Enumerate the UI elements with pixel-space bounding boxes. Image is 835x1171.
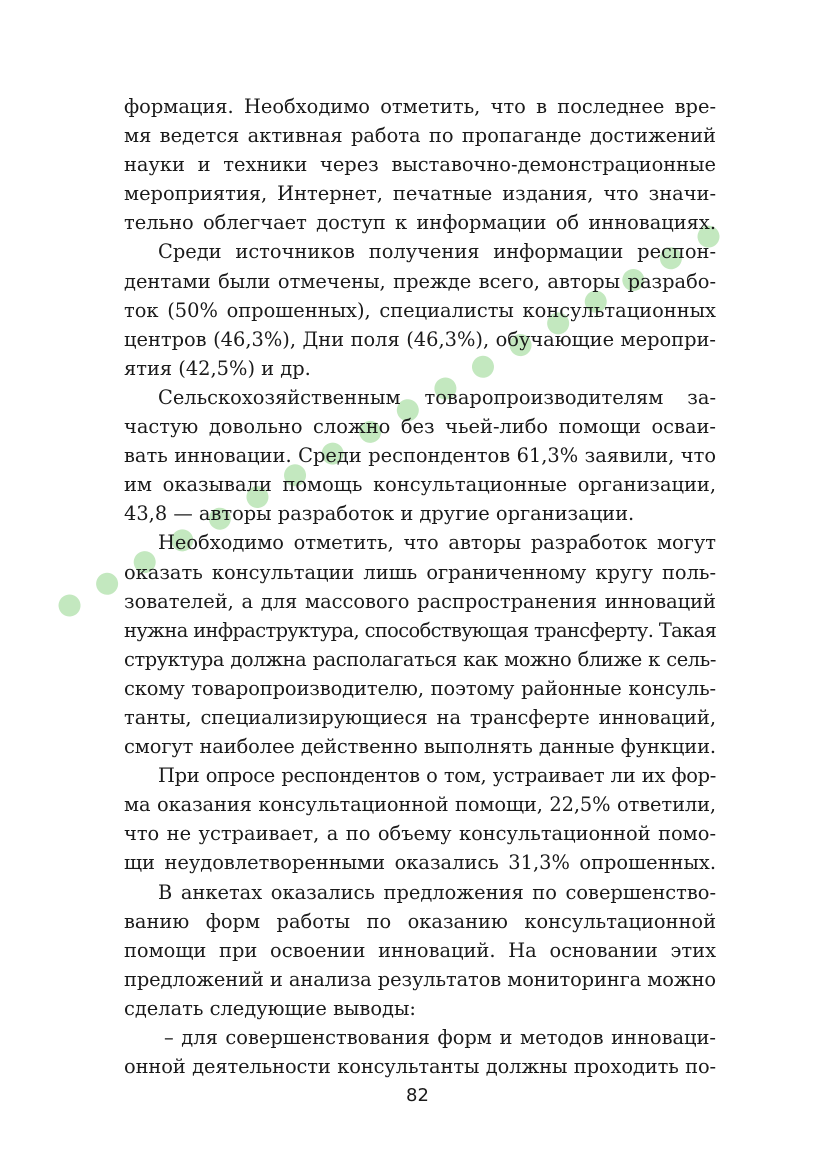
text-line: ванию форм работы по оказанию консультационной [124, 909, 716, 933]
text-line: помощи при освоении инноваций. На основании этих [124, 938, 716, 962]
text-line: нужна инфраструктура, способствующая трансферту. Такая [124, 618, 717, 642]
text-line: сделать следующие выводы: [124, 996, 416, 1020]
text-line: 43,8 — авторы разработок и другие организации. [124, 502, 635, 526]
text-line: тельно облегчает доступ к информации об инновациях. [124, 211, 716, 235]
text-line: щи неудовлетворенными оказались 31,3% опрошенных. [124, 851, 716, 875]
body-text [124, 92, 716, 1081]
text-line: им оказывали помощь консультационные организации, [124, 473, 716, 497]
paragraph-start-line: При опросе респондентов о том, устраивает ли их фор- [158, 764, 716, 788]
text-line: частую довольно сложно без чьей-либо помощи осваи- [124, 415, 716, 439]
text-line: предложений и анализа результатов мониторинга можно [124, 967, 716, 991]
text-line: ма оказания консультационной помощи, 22,5% ответили, [124, 793, 716, 817]
text-line: центров (46,3%), Дни поля (46,3%), обучающие меропри- [124, 327, 716, 351]
paragraph-start-line: Сельскохозяйственным товаропроизводителям за- [158, 385, 716, 409]
paragraph-start-line: Необходимо отметить, что авторы разработок могут [158, 531, 716, 555]
text-line: ятия (42,5%) и др. [124, 356, 311, 380]
text-line: онной деятельности консультанты должны проходить по- [124, 1055, 716, 1079]
paragraph-start-line: Среди источников получения информации респон- [158, 240, 716, 264]
text-line: ток (50% опрошенных), специалисты консультационных [124, 298, 716, 322]
text-line: мя ведется активная работа по пропаганде достижений [124, 124, 716, 148]
text-line: вать инновации. Среди респондентов 61,3% заявили, что [124, 444, 716, 468]
list-item-line: – для совершенствования форм и методов инноваци- [164, 1026, 716, 1049]
page-number: 82 [406, 1085, 429, 1106]
text-line: что не устраивает, а по объему консультационной помо- [124, 822, 716, 846]
text-line: мероприятия, Интернет, печатные издания, что значи- [124, 182, 716, 206]
text-line: структура должна располагаться как можно ближе к сель- [124, 647, 716, 671]
text-line: формация. Необходимо отметить, что в последнее вре- [124, 95, 716, 118]
paragraph-start-line: В анкетах оказались предложения по совершенство- [158, 880, 716, 904]
text-line: смогут наиболее действенно выполнять данные функции. [124, 735, 716, 759]
text-line: скому товаропроизводителю, поэтому районные консуль- [124, 676, 716, 700]
text-line: оказать консультации лишь ограниченному кругу поль- [124, 560, 716, 584]
text-line: зователей, а для массового распространения инноваций [124, 589, 716, 613]
text-line: танты, специализирующиеся на трансферте инноваций, [124, 705, 716, 729]
text-line: науки и техники через выставочно-демонстрационные [124, 153, 716, 177]
text-line: дентами были отмечены, прежде всего, авторы разрабо- [124, 269, 716, 293]
